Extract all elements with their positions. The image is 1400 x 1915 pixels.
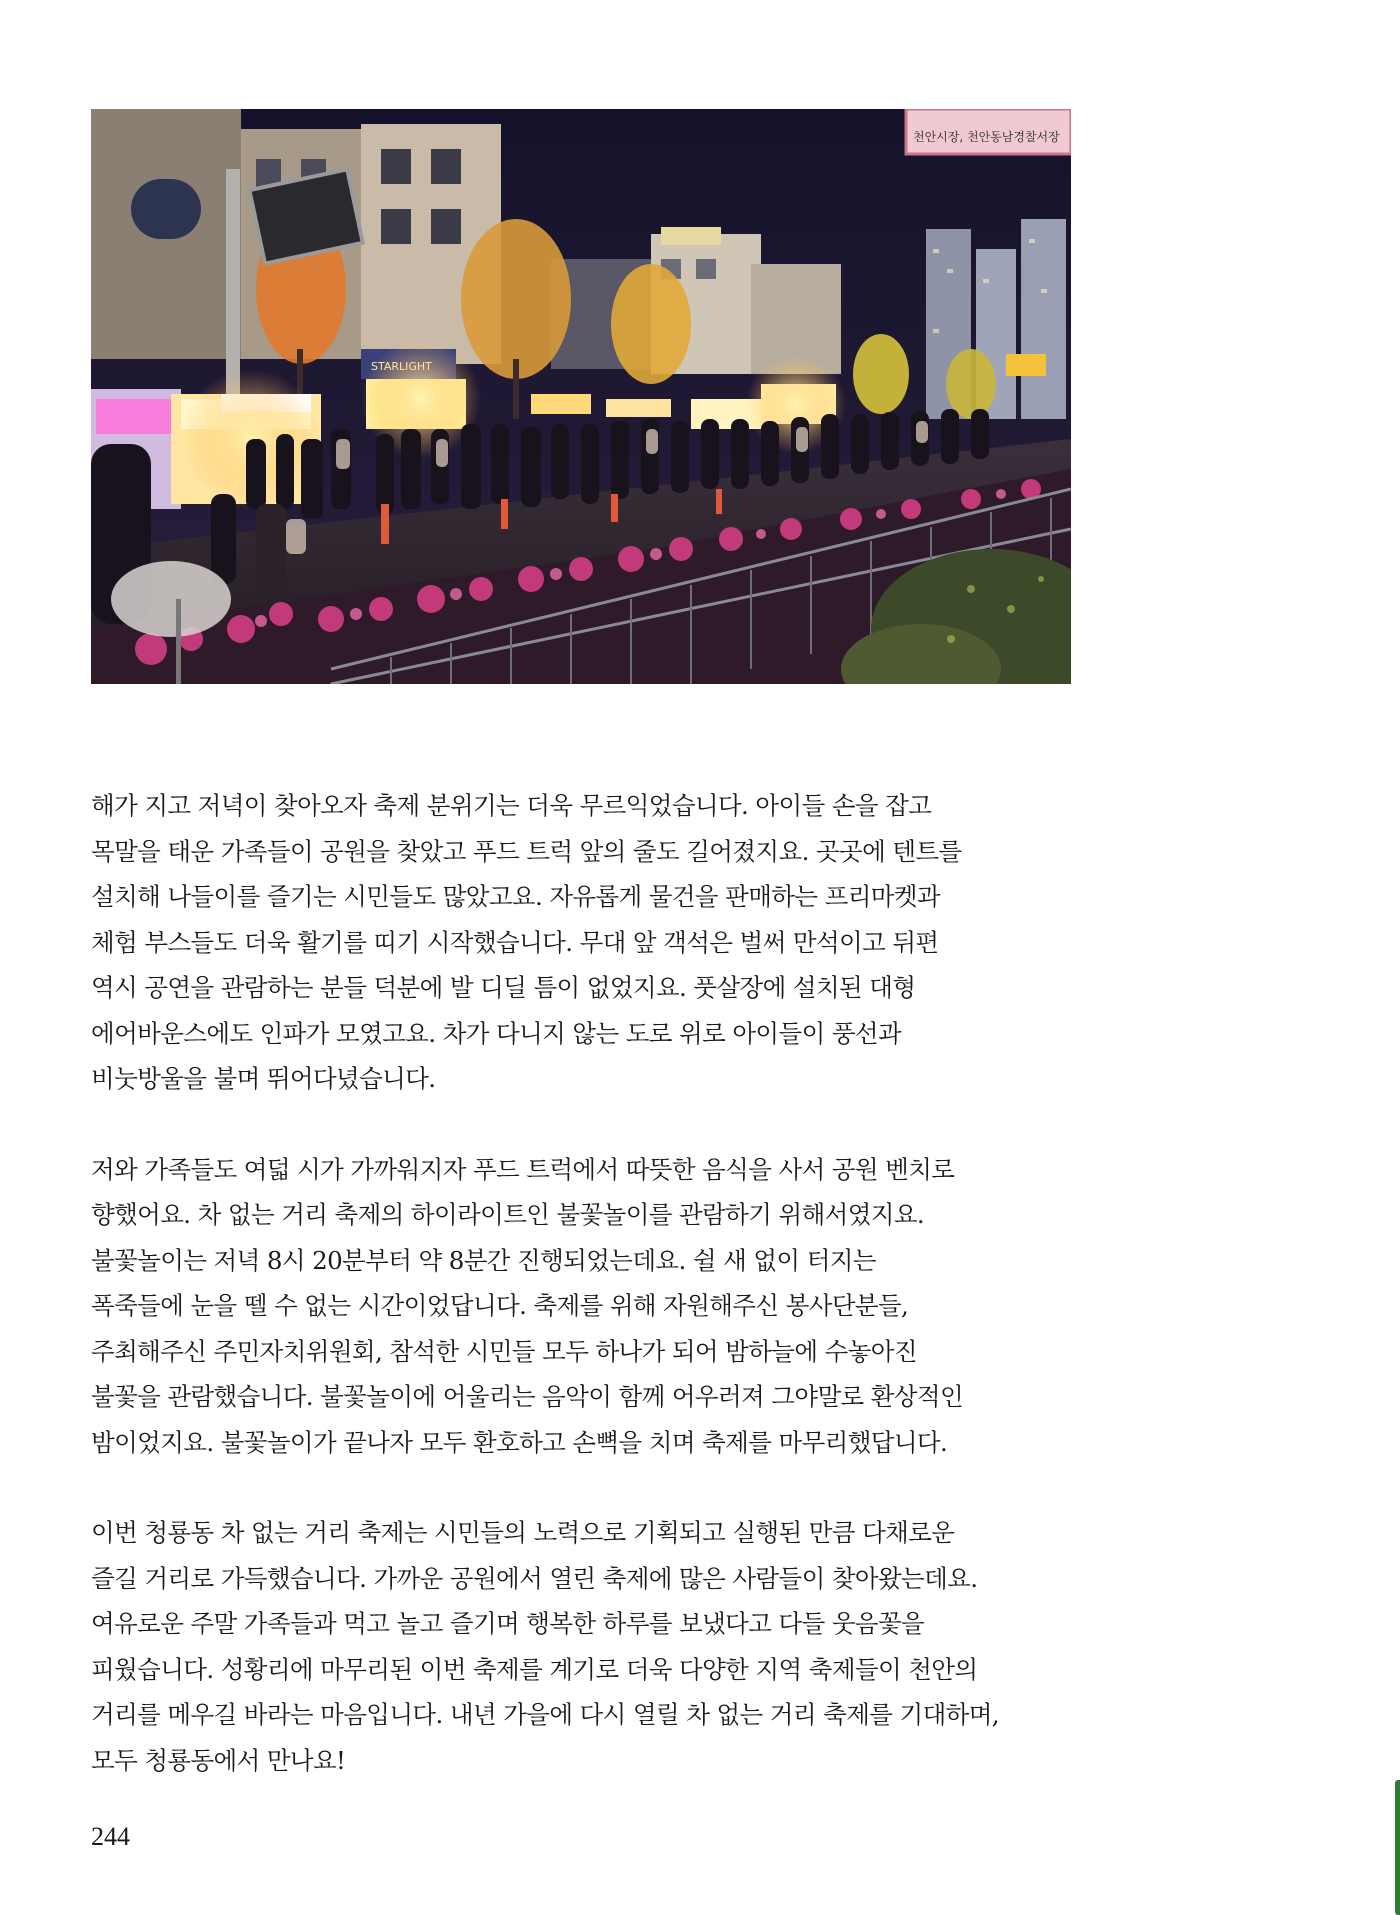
paragraph-1	[91, 783, 1081, 1102]
chapter-edge-tab	[1395, 1780, 1400, 1915]
text-line: 불꽃을 관람했습니다. 불꽃놀이에 어울리는 음악이 함께 어우러져 그야말로 환상적인	[91, 1382, 964, 1411]
text-line: 비눗방울을 불며 뛰어다녔습니다.	[91, 1064, 436, 1093]
text-line: 설치해 나들이를 즐기는 시민들도 많았고요. 자유롭게 물건을 판매하는 프리마켓과	[91, 882, 940, 911]
text-line: 저와 가족들도 여덟 시가 가까워지자 푸드 트럭에서 따뜻한 음식을 사서 공원 벤치로	[91, 1154, 955, 1184]
text-line: 목말을 태운 가족들이 공원을 찾았고 푸드 트럭 앞의 줄도 길어졌지요. 곳곳에 텐트를	[91, 836, 962, 866]
paragraph-2	[91, 1147, 1081, 1466]
text-line: 거리를 메우길 바라는 마음입니다. 내년 가을에 다시 열릴 차 없는 거리 축제를 기대하며,	[91, 1700, 999, 1729]
text-line: 불꽃놀이는 저녁 8시 20분부터 약 8분간 진행되었는데요. 쉴 새 없이 터지는	[91, 1245, 876, 1275]
photo-illustration	[91, 109, 1071, 684]
text-line: 향했어요. 차 없는 거리 축제의 하이라이트인 불꽃놀이를 관람하기 위해서였지요.	[91, 1200, 925, 1229]
text-line: 에어바운스에도 인파가 모였고요. 차가 다니지 않는 도로 위로 아이들이 풍선과	[91, 1018, 902, 1048]
article-body	[91, 783, 1081, 1828]
text-line: 여유로운 주말 가족들과 먹고 놀고 즐기며 행복한 하루를 보냈다고 다들 웃음꽃을	[91, 1609, 925, 1638]
road-sign-text: 천안시장, 천안동남경찰서장	[913, 130, 1060, 144]
paragraph-3	[91, 1510, 1081, 1783]
text-line: 이번 청룡동 차 없는 거리 축제는 시민들의 노력으로 기획되고 실행된 만큼 다채로운	[91, 1518, 955, 1547]
page-number: 244	[91, 1822, 130, 1851]
text-line: 모두 청룡동에서 만나요!	[91, 1745, 346, 1775]
text-line: 피웠습니다. 성황리에 마무리된 이번 축제를 계기로 더욱 다양한 지역 축제들이 천안의	[91, 1654, 978, 1684]
text-line: 주최해주신 주민자치위원회, 참석한 시민들 모두 하나가 되어 밤하늘에 수놓아진	[91, 1336, 917, 1366]
text-line: 즐길 거리로 가득했습니다. 가까운 공원에서 열린 축제에 많은 사람들이 찾아왔는데요.	[91, 1563, 978, 1593]
text-line: 역시 공연을 관람하는 분들 덕분에 발 디딜 틈이 없었지요. 풋살장에 설치된 대형	[91, 973, 916, 1002]
festival-night-street-photo	[91, 109, 1071, 684]
text-line: 체험 부스들도 더욱 활기를 띠기 시작했습니다. 무대 앞 객석은 벌써 만석이고 뒤편	[91, 927, 939, 957]
text-line: 밤이었지요. 불꽃놀이가 끝나자 모두 환호하고 손뼉을 치며 축제를 마무리했답니다.	[91, 1427, 948, 1457]
text-line: 해가 지고 저녁이 찾아오자 축제 분위기는 더욱 무르익었습니다. 아이들 손을 잡고	[91, 791, 932, 820]
text-line: 폭죽들에 눈을 뗄 수 없는 시간이었답니다. 축제를 위해 자원해주신 봉사단분들,	[91, 1291, 909, 1320]
